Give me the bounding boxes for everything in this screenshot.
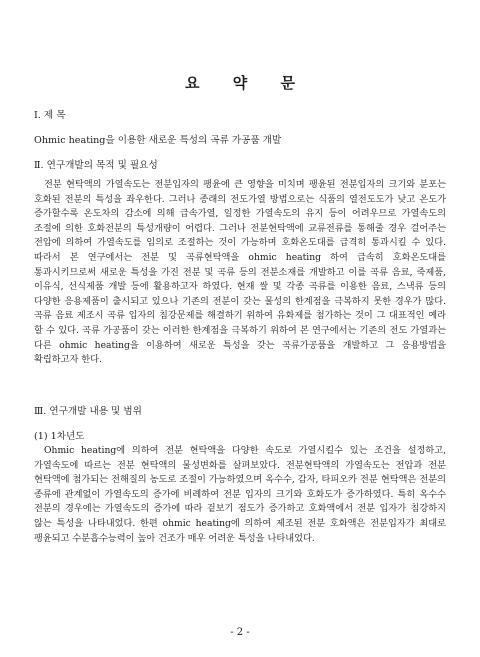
- page-number: - 2 -: [230, 627, 250, 638]
- section-2-body: 전분 현탁액의 가열속도는 전분입자의 팽윤에 큰 영향을 미치며 팽윤된 전분입자의 크기와 분포는 호화된 전분의 특성을 좌우한다. 그러나 종래의 전도가열 방법으로는 식품의 열전도도가 낮고 온도가 증가할수록 온도차의 감소에 의해 급속가열, 일정한 가열속도의 유지 등이 어려우므로 가열속도의 조절에 의한 호화전분의 특성개량이 어렵다. 그러나 전분현탁액에 교류전류를 통해줄 경우 걸어주는 전압에 의하여 가열속도를 임의로 조절하는 것이 가능하며 호화온도대를 급격히 통과시킬 수 있다. 따라서 본 연구에서는 전분 및 곡류현탁액을 ohmic heating 하여 급속히 호화온도대를 통과시키므로써 새로운 특성을 가진 전분 및 곡류 등의 전분소재를 개발하고 이를 곡류 음료, 죽제품, 이유식, 선식제품 개발 등에 활용하고자 하였다. 현재 쌀 및 각종 곡류를 이용한 음료, 스낵류 등의 다양한 응용제품이 출시되고 있으나 기존의 전분이 갖는 물성의 한계점을 극복하지 못한 경우가 많다. 곡류 음료 제조시 곡류 입자의 침강문제를 해결하기 위하여 유화제를 첨가하는 것이 그 대표적인 예라 할 수 있다. 곡류 가공품이 갖는 이러한 한계점을 극복하기 위하여 본 연구에서는 기존의 전도 가열과는 다른 ohmic heating을 이용하여 새로운 특성을 갖는 곡류가공품을 개발하고 그 응용방법을 확립하고자 한다.: [34, 179, 446, 366]
- section-1-heading: Ⅰ. 제 목: [34, 110, 66, 121]
- project-title: Ohmic heating을 이용한 새로운 특성의 곡류 가공품 개발: [34, 135, 282, 146]
- document-title: 요 약 문: [185, 74, 309, 92]
- section-3-subheading: (1) 1차년도: [34, 431, 85, 442]
- section-3-heading: Ⅲ. 연구개발 내용 및 범위: [34, 406, 142, 417]
- section-3-body: Ohmic heating에 의하여 전분 현탁액을 다양한 속도로 가열시킬수 있는 조건을 설정하고, 가열속도에 따르는 전분 현탁액의 물성변화를 살펴보았다. 전분현탁액의 가열속도는 전압과 전분 현탁액에 첨가되는 전해질의 농도로 조절이 가능하였으며 옥수수, 감자, 타피오카 전분 현탁액은 전분의 종류에 관계없이 가열속도의 증가에 비례하여 전분 입자의 크기와 호화도가 증가하였다. 특히 옥수수 전분의 경우에는 가열속도의 증가에 따라 겉보기 점도가 증가하고 호화액에서 전분 입자가 침강하지 않는 특성을 나타내었다. 한편 ohmic heating에 의하여 제조된 전분 호화액은 전분입자가 최대로 팽윤되고 수분흡수능력이 높아 건조가 매우 어려운 특성을 나타내었다.: [34, 445, 446, 544]
- section-2-heading: Ⅱ. 연구개발의 목적 및 필요성: [34, 160, 158, 171]
